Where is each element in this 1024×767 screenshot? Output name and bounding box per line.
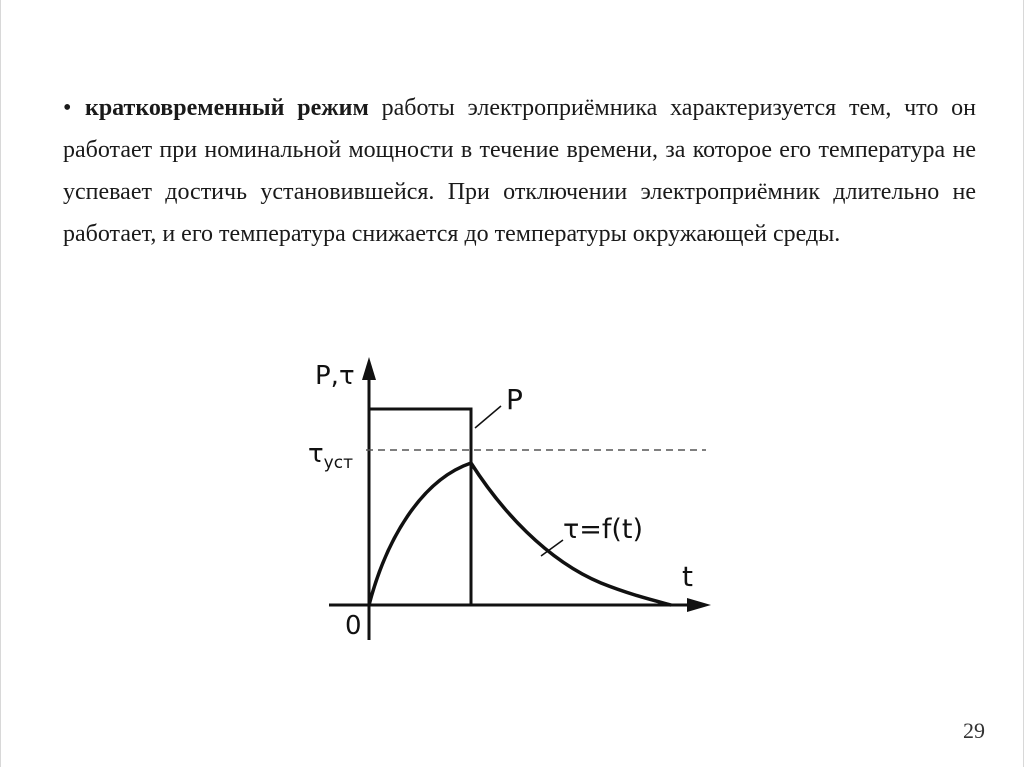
definition-text: работы электроприёмника характеризуется тем, что он работает при номинальной мощности в течение времени, за которое его температура не успевает достичь установившейся. При отключении электроприёмник длительно не работает, и его температура снижается до температуры окружающей среды.	[63, 95, 976, 247]
power-curve-label: P	[506, 383, 523, 416]
steady-state-symbol: τ	[308, 439, 324, 469]
power-label-leader	[475, 406, 501, 428]
steady-state-label	[308, 439, 353, 473]
load-temperature-diagram	[1, 0, 1024, 767]
bullet-marker: •	[63, 95, 72, 121]
page-number: 29	[963, 718, 985, 743]
y-axis-arrow	[362, 357, 376, 380]
power-curve	[369, 409, 471, 605]
temperature-curve-label: τ=f(t)	[563, 514, 644, 545]
steady-state-subscript: уст	[323, 453, 353, 473]
term-short-time-mode: кратковременный режим	[85, 95, 369, 121]
x-axis-arrow	[687, 598, 711, 612]
origin-label: 0	[345, 611, 362, 641]
y-axis-label: P,τ	[315, 361, 355, 391]
x-axis-label: t	[682, 560, 693, 593]
